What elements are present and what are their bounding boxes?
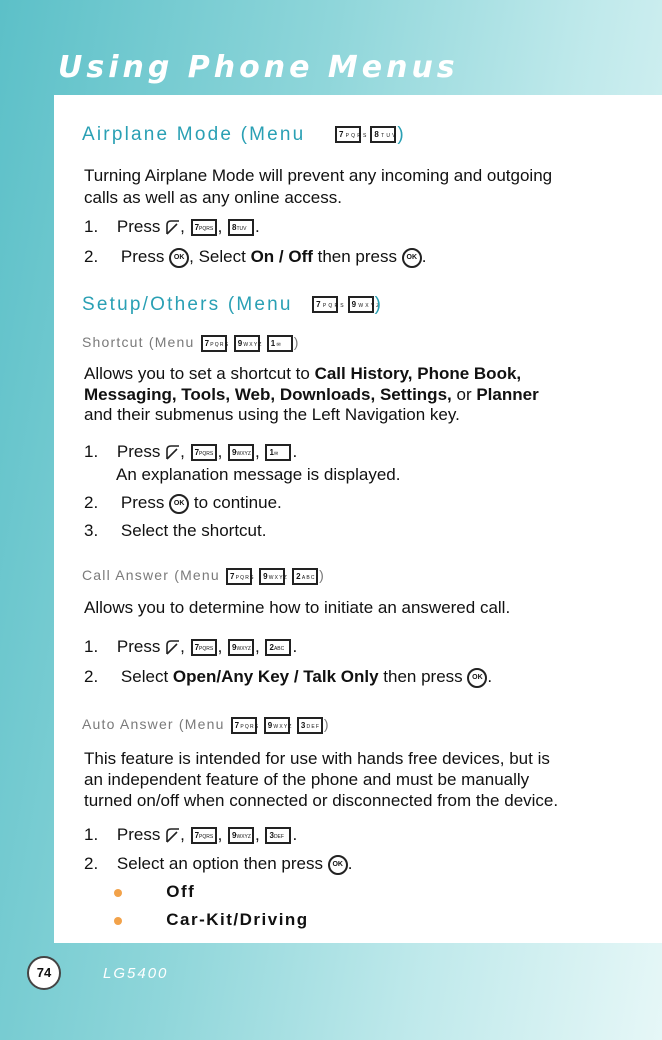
shortcut-desc-line3: and their submenus using the Left Navigation key. bbox=[84, 405, 460, 424]
key-9-icon: 9WXYZ bbox=[259, 568, 285, 585]
menu-key-icon bbox=[165, 827, 180, 844]
step-text: Press bbox=[120, 493, 165, 512]
option-label: Car-Kit/Driving bbox=[166, 910, 309, 929]
ok-key-icon: OK bbox=[169, 494, 189, 514]
menu-key-icon bbox=[165, 219, 180, 236]
step-text: Press bbox=[120, 247, 165, 266]
key-2-icon: 2ABC bbox=[265, 639, 291, 656]
key-7-icon: 7PQRS bbox=[335, 126, 361, 143]
desc-text: Allows you to set a shortcut to bbox=[84, 364, 310, 383]
key-9-icon: 9WXYZ bbox=[264, 717, 290, 734]
step-number: 1. bbox=[84, 637, 99, 656]
airplane-step-2: 2. Press OK , Select On / Off then press OK . bbox=[84, 247, 427, 266]
call-answer-desc: Allows you to determine how to initiate an answered call. bbox=[84, 598, 511, 617]
step-text: Select the shortcut. bbox=[120, 521, 267, 540]
call-answer-step-2: 2. Select Open/Any Key / Talk Only then press OK . bbox=[84, 667, 493, 686]
key-3-icon: 3DEF bbox=[297, 717, 323, 734]
step-number: 2. bbox=[84, 667, 99, 686]
page-title: Using Phone Menus bbox=[58, 50, 459, 85]
step-text: Press bbox=[116, 825, 161, 844]
key-7-icon: 7PQRS bbox=[191, 639, 217, 656]
key-9-icon: 9WXYZ bbox=[228, 639, 254, 656]
key-9-icon: 9WXYZ bbox=[228, 827, 254, 844]
shortcut-step-1-note: An explanation message is displayed. bbox=[116, 465, 401, 484]
step-text: Select bbox=[120, 667, 169, 686]
step-text-end: to continue. bbox=[193, 493, 282, 512]
auto-answer-heading: Auto Answer (Menu 7PQRS 9WXYZ 3DEF ) bbox=[82, 716, 330, 732]
auto-answer-option-carkit bbox=[114, 909, 309, 931]
shortcut-step-1: 1. Press , 7PQRS , 9WXYZ , 1✉ . bbox=[84, 442, 298, 461]
step-number: 2. bbox=[84, 493, 99, 512]
setup-heading-text: Setup/Others (Menu bbox=[82, 294, 293, 315]
key-9-icon: 9WXYZ bbox=[234, 335, 260, 352]
shortcut-desc-line2 bbox=[84, 384, 539, 406]
step-text: Press bbox=[116, 637, 161, 656]
ok-key-icon: OK bbox=[467, 668, 487, 688]
key-7-icon: 7PQRS bbox=[201, 335, 227, 352]
key-9-icon: 9WXYZ bbox=[228, 444, 254, 461]
key-7-icon: 7PQRS bbox=[191, 444, 217, 461]
key-1-icon: 1✉ bbox=[267, 335, 293, 352]
step-number: 2. bbox=[84, 854, 99, 873]
auto-answer-desc-line3: turned on/off when connected or disconnected from the device. bbox=[84, 791, 559, 810]
shortcut-heading-text: Shortcut (Menu bbox=[82, 334, 195, 350]
auto-answer-option-off bbox=[114, 881, 195, 903]
key-8-icon: 8TUV bbox=[228, 219, 254, 236]
airplane-heading: Airplane Mode (Menu 7PQRS 8TUV) bbox=[82, 124, 406, 145]
step-option-bold: Open/Any Key / Talk Only bbox=[172, 667, 379, 686]
step-number: 3. bbox=[84, 521, 99, 540]
step-text: Press bbox=[116, 442, 161, 461]
shortcut-desc-line1 bbox=[84, 363, 521, 385]
key-7-icon: 7PQRS bbox=[226, 568, 252, 585]
airplane-desc-line1: Turning Airplane Mode will prevent any incoming and outgoing bbox=[84, 166, 553, 185]
step-option-bold: On / Off bbox=[250, 247, 313, 266]
key-8-icon: 8TUV bbox=[370, 126, 396, 143]
menu-key-icon bbox=[165, 639, 180, 656]
step-text-end: then press bbox=[383, 667, 463, 686]
key-7-icon: 7PQRS bbox=[231, 717, 257, 734]
ok-key-icon: OK bbox=[328, 855, 348, 875]
key-3-icon: 3DEF bbox=[265, 827, 291, 844]
airplane-step-1: 1. Press , 7PQRS , 8TUV . bbox=[84, 217, 260, 236]
auto-answer-desc-line2: an independent feature of the phone and must be manually bbox=[84, 770, 530, 789]
airplane-desc-line2: calls as well as any online access. bbox=[84, 188, 342, 207]
step-text: Select an option then press bbox=[116, 854, 323, 873]
call-answer-step-1: 1. Press , 7PQRS , 9WXYZ , 2ABC . bbox=[84, 637, 298, 656]
shortcut-heading: Shortcut (Menu 7PQRS 9WXYZ 1✉ ) bbox=[82, 334, 300, 350]
key-1-icon: 1✉ bbox=[265, 444, 291, 461]
call-answer-heading-text: Call Answer (Menu bbox=[82, 567, 220, 583]
step-number: 1. bbox=[84, 825, 99, 844]
setup-heading: Setup/Others (Menu 7PQRS 9WXYZ) bbox=[82, 294, 384, 315]
key-7-icon: 7PQRS bbox=[312, 296, 338, 313]
key-9-icon: 9WXYZ bbox=[348, 296, 374, 313]
auto-answer-heading-text: Auto Answer (Menu bbox=[82, 716, 225, 732]
key-7-icon: 7PQRS bbox=[191, 827, 217, 844]
auto-answer-step-1: 1. Press , 7PQRS , 9WXYZ , 3DEF . bbox=[84, 825, 298, 844]
ok-key-icon: OK bbox=[169, 248, 189, 268]
desc-bold: Planner bbox=[476, 385, 539, 404]
auto-answer-desc-line1: This feature is intended for use with hands free devices, but is bbox=[84, 749, 550, 768]
bullet-icon bbox=[114, 917, 122, 925]
desc-bold: Call History, Phone Book, bbox=[314, 364, 522, 383]
page-number-badge: 74 bbox=[27, 956, 61, 990]
step-number: 1. bbox=[84, 442, 99, 461]
key-2-icon: 2ABC bbox=[292, 568, 318, 585]
desc-text: or bbox=[456, 385, 472, 404]
option-label: Off bbox=[166, 882, 196, 901]
step-text-end: then press bbox=[317, 247, 398, 266]
shortcut-step-3 bbox=[84, 520, 266, 542]
step-number: 1. bbox=[84, 217, 99, 236]
airplane-heading-text: Airplane Mode (Menu bbox=[82, 124, 306, 145]
key-7-icon: 7PQRS bbox=[191, 219, 217, 236]
step-text: Press bbox=[116, 217, 161, 236]
shortcut-step-2 bbox=[84, 492, 282, 514]
menu-key-icon bbox=[165, 444, 180, 461]
bullet-icon bbox=[114, 889, 122, 897]
ok-key-icon: OK bbox=[402, 248, 422, 268]
desc-bold: Messaging, Tools, Web, Downloads, Settings, bbox=[84, 385, 452, 404]
call-answer-heading: Call Answer (Menu 7PQRS 9WXYZ 2ABC ) bbox=[82, 567, 326, 583]
step-number: 2. bbox=[84, 247, 99, 266]
auto-answer-step-2: 2. Select an option then press OK . bbox=[84, 854, 353, 873]
step-text-mid: , Select bbox=[189, 247, 246, 266]
model-name: LG5400 bbox=[103, 965, 169, 982]
